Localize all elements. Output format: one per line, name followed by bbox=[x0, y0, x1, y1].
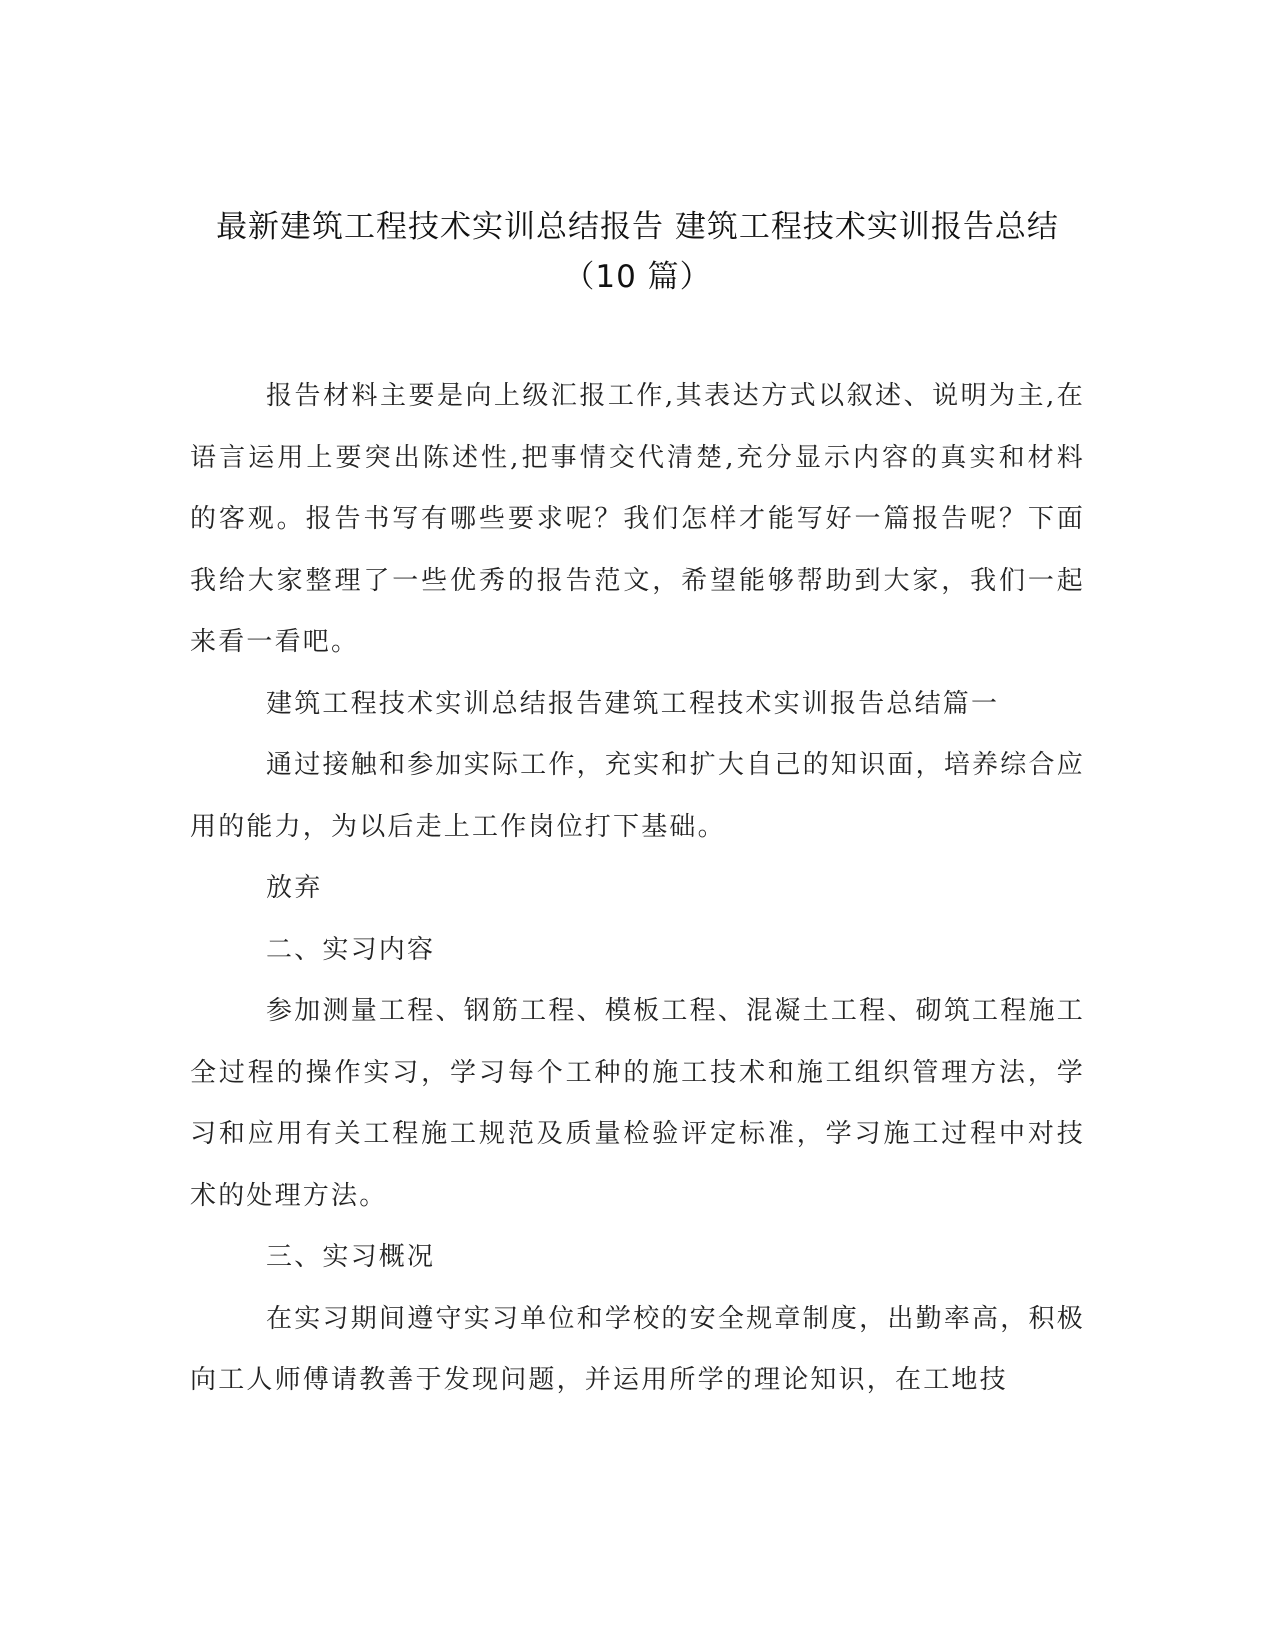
title-line-1: 最新建筑工程技术实训总结报告 建筑工程技术实训报告总结 bbox=[216, 209, 1059, 245]
section-heading-content: 二、实习内容 bbox=[266, 934, 436, 965]
document-title bbox=[150, 202, 1125, 302]
section-heading-part-one: 建筑工程技术实训总结报告建筑工程技术实训报告总结篇一 bbox=[266, 688, 1000, 719]
paragraph-purpose: 通过接触和参加实际工作，充实和扩大自己的知识面，培养综合应用的能力，为以后走上工作岗位打下基础。 bbox=[190, 750, 1085, 842]
section-heading-overview: 三、实习概况 bbox=[266, 1242, 436, 1272]
paragraph-content: 参加测量工程、钢筋工程、模板工程、混凝土工程、砌筑工程施工全过程的操作实习，学习每个工种的施工技术和施工组织管理方法，学习和应用有关工程施工规范及质量检验评定标准，学习施工过程中对技术的处理方法。 bbox=[190, 996, 1085, 1211]
paragraph-abandon: 放弃 bbox=[266, 873, 323, 903]
paragraph-overview: 在实习期间遵守实习单位和学校的安全规章制度，出勤率高，积极向工人师傅请教善于发现问题，并运用所学的理论知识，在工地技 bbox=[190, 1303, 1085, 1395]
document-body bbox=[190, 366, 1085, 1412]
intro-paragraph: 报告材料主要是向上级汇报工作,其表达方式以叙述、说明为主,在语言运用上要突出陈述性,把事情交代清楚,充分显示内容的真实和材料的客观。报告书写有哪些要求呢？我们怎样才能写好一篇报告呢？下面我给大家整理了一些优秀的报告范文，希望能够帮助到大家，我们一起来看一看吧。 bbox=[190, 381, 1085, 657]
title-line-2: （10 篇） bbox=[563, 259, 712, 295]
